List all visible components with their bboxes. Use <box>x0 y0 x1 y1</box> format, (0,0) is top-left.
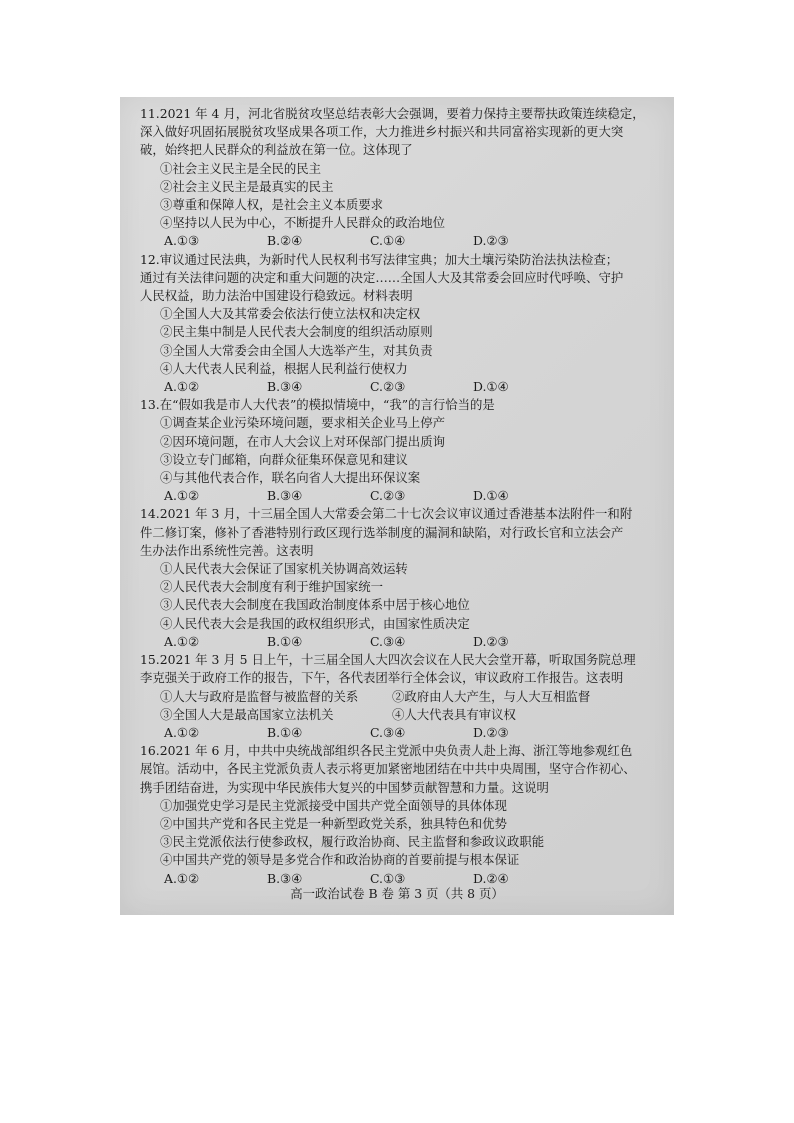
option-statement: ①加强党史学习是民主党派接受中国共产党全面领导的具体体现 <box>160 797 507 813</box>
answer-choice-b: B.②④ <box>267 233 303 249</box>
option-statement: ④人民代表大会是我国的政权组织形式，由国家性质决定 <box>160 615 470 631</box>
question-13 <box>140 396 666 505</box>
question-stem-line: 人民权益，助力法治中国建设行稳致远。材料表明 <box>140 288 413 304</box>
option-statement: ③全国人大是最高国家立法机关 <box>160 706 334 722</box>
answer-choice-d: D.②③ <box>473 633 509 649</box>
option-statement: ④坚持以人民为中心，不断提升人民群众的政治地位 <box>160 215 445 231</box>
answer-choice-d: D.②③ <box>473 233 509 249</box>
answer-choice-a: A.①② <box>164 724 200 740</box>
question-12 <box>140 251 666 397</box>
answer-choice-d: D.②④ <box>473 870 509 886</box>
option-statement: ①社会主义民主是全民的民主 <box>160 160 322 176</box>
option-statement: ③民主党派依法行使参政权，履行政治协商、民主监督和参政议政职能 <box>160 834 545 850</box>
question-stem-line: 携手团结奋进，为实现中华民族伟大复兴的中国梦贡献智慧和力量。这说明 <box>140 779 549 795</box>
answer-choice-a: A.①② <box>164 870 200 886</box>
option-statement: ③全国人大常委会由全国人大选举产生，对其负责 <box>160 342 433 358</box>
question-stem-line: 14.2021 年 3 月，十三届全国人大常委会第二十七次会议审议通过香港基本法附件一和附 <box>140 506 633 522</box>
option-row <box>160 706 666 724</box>
option-statement: ①人民代表大会保证了国家机关协调高效运转 <box>160 561 408 577</box>
option-statement: ④人大代表具有审议权 <box>392 706 516 722</box>
answer-choices <box>164 633 666 651</box>
answer-choice-d: D.①④ <box>473 379 509 395</box>
answer-choice-b: B.①④ <box>267 633 303 649</box>
question-14 <box>140 505 666 651</box>
exam-page <box>120 97 674 915</box>
answer-choice-b: B.①④ <box>267 724 303 740</box>
answer-choice-c: C.②③ <box>370 488 406 504</box>
answer-choice-b: B.③④ <box>267 488 303 504</box>
answer-choice-a: A.①③ <box>164 233 200 249</box>
answer-choice-c: C.①④ <box>370 233 406 249</box>
answer-choices <box>164 487 666 505</box>
option-statement: ②政府由人大产生，与人大互相监督 <box>392 688 591 704</box>
question-stem-line: 通过有关法律问题的决定和重大问题的决定……全国人大及其常委会回应时代呼唤、守护 <box>140 269 624 285</box>
question-16 <box>140 742 666 888</box>
option-statement: ②民主集中制是人民代表大会制度的组织活动原则 <box>160 324 433 340</box>
answer-choice-c: C.③④ <box>370 633 406 649</box>
option-statement: ②人民代表大会制度有利于维护国家统一 <box>160 579 384 595</box>
option-statement: ④中国共产党的领导是多党合作和政治协商的首要前提与根本保证 <box>160 852 520 868</box>
option-statement: ③尊重和保障人权，是社会主义本质要求 <box>160 197 384 213</box>
answer-choice-c: C.②③ <box>370 379 406 395</box>
question-stem-line: 11.2021 年 4 月，河北省脱贫攻坚总结表彰大会强调，要着力保持主要帮扶政策连续稳定， <box>140 106 645 121</box>
option-statement: ②中国共产党和各民主党是一种新型政党关系，独具特色和优势 <box>160 815 507 831</box>
answer-choice-b: B.③④ <box>267 870 303 886</box>
question-stem-line: 16.2021 年 6 月，中共中央统战部组织各民主党派中央负责人赴上海、浙江等地参观红色 <box>140 743 633 759</box>
option-row <box>160 688 666 706</box>
question-stem-line: 生办法作出系统性完善。这表明 <box>140 542 314 558</box>
page-footer: 高一政治试卷 B 卷 第 3 页（共 8 页） <box>290 885 504 901</box>
option-statement: ①人大与政府是监督与被监督的关系 <box>160 688 359 704</box>
question-stem-line: 15.2021 年 3 月 5 日上午，十三届全国人大四次会议在人民大会堂开幕，听取国务院总理 <box>140 652 636 668</box>
question-stem-line: 李克强关于政府工作的报告，下午，各代表团举行全体会议，审议政府工作报告。这表明 <box>140 670 624 686</box>
question-stem-line: 件二修订案，修补了香港特别行政区现行选举制度的漏洞和缺陷，对行政长官和立法会产 <box>140 524 624 540</box>
answer-choice-a: A.①② <box>164 633 200 649</box>
question-11 <box>140 105 666 251</box>
option-statement: ③设立专门邮箱，向群众征集环保意见和建议 <box>160 451 408 467</box>
answer-choices <box>164 724 666 742</box>
answer-choice-d: D.②③ <box>473 724 509 740</box>
option-statement: ①全国人大及其常委会依法行使立法权和决定权 <box>160 306 421 322</box>
answer-choice-c: C.①③ <box>370 870 406 886</box>
answer-choice-b: B.③④ <box>267 379 303 395</box>
answer-choice-a: A.①② <box>164 488 200 504</box>
answer-choices <box>164 232 666 250</box>
answer-choice-a: A.①② <box>164 379 200 395</box>
question-stem: 13.在“假如我是市人大代表”的模拟情境中，“我”的言行恰当的是 <box>140 397 495 413</box>
question-15 <box>140 651 666 742</box>
option-statement: ③人民代表大会制度在我国政治制度体系中居于核心地位 <box>160 597 470 613</box>
question-list <box>140 105 666 888</box>
question-stem-line: 展馆。活动中，各民主党派负责人表示将更加紧密地团结在中共中央周围，坚守合作初心、 <box>140 761 636 777</box>
answer-choice-c: C.③④ <box>370 724 406 740</box>
question-stem-line: 破，始终把人民群众的利益放在第一位。这体现了 <box>140 142 413 158</box>
answer-choice-d: D.①④ <box>473 488 509 504</box>
option-statement: ①调查某企业污染环境问题，要求相关企业马上停产 <box>160 415 445 431</box>
option-statement: ②因环境问题，在市人大会议上对环保部门提出质询 <box>160 433 445 449</box>
answer-choices <box>164 378 666 396</box>
question-stem-line: 12.审议通过民法典，为新时代人民权利书写法律宝典；加大土壤污染防治法执法检查； <box>140 251 619 267</box>
option-statement: ④人大代表人民利益，根据人民利益行使权力 <box>160 360 408 376</box>
option-statement: ④与其他代表合作，联名向省人大提出环保议案 <box>160 470 421 486</box>
option-statement: ②社会主义民主是最真实的民主 <box>160 178 334 194</box>
question-stem-line: 深入做好巩固拓展脱贫攻坚成果各项工作，大力推进乡村振兴和共同富裕实现新的更大突 <box>140 124 624 140</box>
